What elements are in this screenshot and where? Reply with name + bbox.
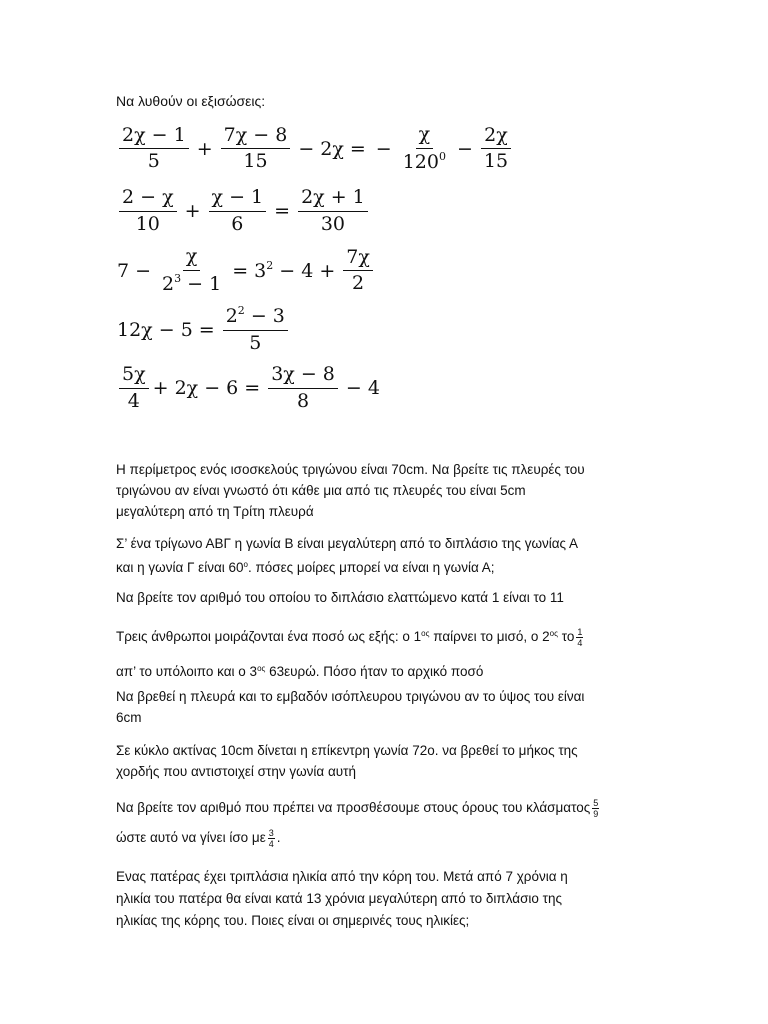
text-segment: το — [557, 629, 575, 644]
fraction — [119, 125, 189, 174]
text-line: Να βρείτε τον αριθμό του οποίου το διπλάσιο ελαττώμενο κατά 1 είναι το 11 — [116, 590, 564, 605]
operator: − — [298, 137, 315, 160]
denominator: 4 — [577, 637, 583, 648]
equation-3 — [116, 246, 376, 296]
text-line: μεγαλύτερη από τη Τρίτη πλευρά — [116, 504, 314, 519]
numerator: 7χ — [343, 247, 373, 272]
text-segment: απ’ το υπόλοιπο και ο 3 — [116, 664, 258, 679]
problem-2 — [116, 533, 656, 578]
superscript: 2 — [266, 259, 274, 273]
operator: − — [135, 259, 152, 282]
denominator: 4 — [127, 389, 140, 412]
denominator-base: 120 — [402, 150, 439, 173]
text-line: ηλικία του πατέρα θα είναι κατά 13 χρόνια μεγαλύτερη από το διπλάσιο της — [116, 891, 563, 906]
equals-sign: = — [232, 259, 249, 282]
problem-1 — [116, 459, 656, 522]
fraction — [159, 246, 224, 296]
fraction — [221, 125, 291, 174]
equals-sign: = — [198, 318, 215, 341]
text-line: Σ’ ένα τρίγωνο ΑΒΓ η γωνία Β είναι μεγαλύτερη από το διπλάσιο της γωνίας Α — [116, 536, 579, 551]
superscript: ος — [421, 629, 430, 638]
equals-sign: = — [244, 377, 261, 400]
text-segment: παίρνει το μισό, ο 2 — [429, 629, 550, 644]
numerator: 3 — [268, 827, 274, 838]
denominator: 6 — [231, 212, 244, 235]
operator: − — [456, 137, 473, 160]
text-line — [116, 824, 656, 852]
denominator-rest: − 1 — [181, 272, 222, 295]
text-line: Να βρεθεί η πλευρά και το εμβαδόν ισόπλευρου τριγώνου αν το ύψος του είναι — [116, 689, 585, 704]
numerator: χ — [416, 124, 434, 149]
text-line: 6cm — [116, 710, 142, 725]
denominator: 2 — [351, 272, 365, 295]
superscript: ος — [549, 629, 558, 638]
numerator: 3χ − 8 — [268, 364, 338, 389]
text-segment: 63ευρώ. Πόσο ήταν το αρχικό ποσό — [265, 664, 484, 679]
numerator: 5χ — [119, 364, 149, 389]
fraction — [481, 125, 511, 174]
term: 7 — [117, 259, 130, 282]
fraction — [268, 364, 338, 413]
superscript: ος — [257, 664, 266, 673]
text-line: Σε κύκλο ακτίνας 10cm δίνεται η επίκεντρη γωνία 72ο. να βρεθεί το μήκος της — [116, 743, 578, 758]
denominator: 10 — [135, 212, 160, 235]
text-line: χορδής που αντιστοιχεί στην γωνία αυτή — [116, 764, 356, 779]
numerator: χ — [183, 246, 201, 271]
operator: + — [196, 137, 213, 160]
fraction — [400, 124, 449, 174]
problem-5 — [116, 686, 656, 728]
term: 4 — [367, 377, 380, 400]
term: 12χ − 5 — [117, 318, 193, 341]
text-segment: Να βρείτε τον αριθμό που πρέπει να προσθέσουμε στους όρους του κλάσματος — [116, 800, 591, 815]
fraction — [343, 247, 373, 296]
problem-7 — [116, 794, 656, 852]
equals-sign: = — [274, 200, 291, 223]
text-segment: και η γωνία Γ είναι 60 — [116, 560, 244, 575]
denominator: 15 — [483, 150, 509, 173]
denominator — [400, 149, 449, 174]
denominator: 5 — [147, 150, 160, 173]
text-line — [116, 620, 656, 651]
numerator: 1 — [577, 626, 583, 637]
power-base: 2 — [225, 305, 238, 327]
equation-5 — [116, 364, 381, 413]
small-fraction — [592, 798, 599, 819]
fraction — [119, 187, 177, 236]
superscript: 3 — [174, 271, 182, 285]
fraction — [119, 364, 149, 413]
equation-1 — [116, 124, 514, 174]
text-line: Η περίμετρος ενός ισοσκελούς τριγώνου είναι 70cm. Να βρείτε τις πλευρές του — [116, 462, 585, 477]
text-segment: . πόσες μοίρες μπορεί να είναι η γωνία Α; — [247, 560, 495, 575]
text-segment: Τρεις άνθρωποι μοιράζονται ένα ποσό ως εξής: ο 1 — [116, 629, 422, 644]
superscript: 0 — [438, 149, 446, 163]
superscript: ο — [243, 560, 248, 569]
term: + 2χ − 6 — [152, 377, 239, 400]
numerator-rest: − 3 — [244, 305, 285, 327]
denominator: 30 — [320, 212, 345, 235]
numerator: 7χ − 8 — [221, 125, 291, 150]
numerator: 5 — [593, 797, 599, 808]
equation-4 — [116, 305, 291, 355]
text-line — [116, 554, 656, 578]
fraction — [209, 187, 267, 236]
denominator: 15 — [243, 150, 268, 173]
text-line: Ενας πατέρας έχει τριπλάσια ηλικία από την κόρη του. Μετά από 7 χρόνια η — [116, 869, 568, 884]
problem-3 — [116, 587, 656, 608]
denominator: 5 — [249, 331, 262, 354]
small-fraction — [576, 627, 583, 648]
term — [254, 259, 313, 282]
power-base: 3 — [254, 260, 267, 283]
denominator: 4 — [268, 838, 274, 849]
term: 2χ — [320, 137, 344, 160]
denominator — [159, 271, 224, 296]
numerator: 2χ — [481, 125, 511, 150]
numerator: 2χ − 1 — [119, 125, 189, 150]
problem-6 — [116, 740, 656, 782]
numerator: 2χ + 1 — [298, 187, 368, 212]
operator: − — [375, 137, 392, 160]
numerator — [223, 305, 288, 331]
text-line — [116, 794, 656, 822]
text-line — [116, 655, 656, 686]
superscript: 2 — [237, 304, 245, 317]
text-segment: ώστε αυτό να γίνει ίσο με — [116, 830, 266, 845]
operator: + — [319, 259, 336, 282]
equals-sign: = — [349, 137, 366, 160]
equation-2 — [116, 187, 371, 236]
operator: − — [345, 377, 362, 400]
fraction — [298, 187, 368, 236]
text-line: ηλικίας της κόρης του. Ποιες είναι οι σημερινές τους ηλικίες; — [116, 913, 470, 928]
operator: + — [184, 200, 201, 223]
text-line: τριγώνου αν είναι γνωστό ότι κάθε μια από τις πλευρές του είναι 5cm — [116, 483, 526, 498]
problem-8 — [116, 866, 656, 932]
small-fraction — [268, 828, 275, 849]
numerator: 2 − χ — [119, 187, 177, 212]
text-segment: . — [276, 830, 281, 845]
term-rest: − 4 — [273, 260, 314, 283]
denominator-base: 2 — [162, 272, 175, 295]
problem-4 — [116, 620, 656, 686]
denominator: 8 — [296, 389, 310, 412]
numerator: χ − 1 — [209, 187, 267, 212]
exercise-heading: Να λυθούν οι εξισώσεις: — [116, 93, 266, 109]
fraction — [223, 305, 288, 355]
denominator: 9 — [593, 808, 599, 819]
